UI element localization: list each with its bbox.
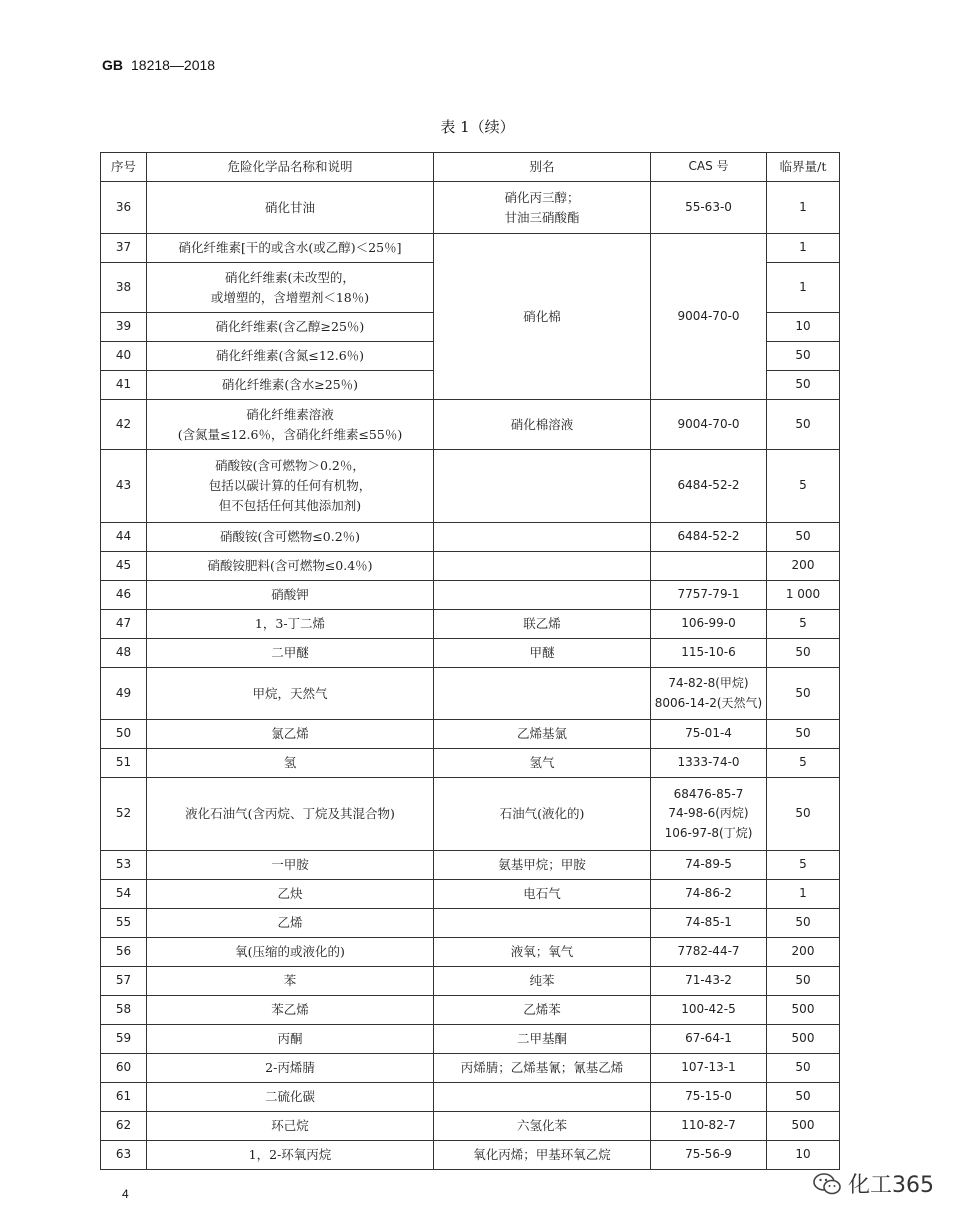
cell-alias: 硝化棉 [434, 234, 651, 400]
cell-no: 61 [101, 1083, 147, 1112]
cell-alias: 硝化丙三醇； 甘油三硝酸酯 [434, 182, 651, 234]
table-title: 表 1（续） [440, 118, 515, 136]
table-row [101, 1025, 840, 1054]
cell-no: 62 [101, 1112, 147, 1141]
hazardous-chemicals-table [100, 152, 840, 1170]
cell-threshold: 1 [767, 263, 840, 313]
cell-alias [434, 450, 651, 523]
cell-no: 63 [101, 1141, 147, 1170]
cell-no: 48 [101, 639, 147, 668]
cell-name: 硝化纤维素(未改型的， 或增塑的，含增塑剂＜18％) [147, 263, 434, 313]
cell-no: 40 [101, 342, 147, 371]
cell-threshold: 50 [767, 778, 840, 851]
cell-threshold: 5 [767, 749, 840, 778]
cell-alias: 纯苯 [434, 967, 651, 996]
table-row [101, 552, 840, 581]
cell-alias: 六氢化苯 [434, 1112, 651, 1141]
cell-name: 二硫化碳 [147, 1083, 434, 1112]
cell-name: 硝化纤维素(含乙醇≥25％) [147, 313, 434, 342]
cell-alias: 丙烯腈；乙烯基氰；氰基乙烯 [434, 1054, 651, 1083]
cell-threshold: 1 [767, 880, 840, 909]
cell-no: 50 [101, 720, 147, 749]
cell-alias: 石油气(液化的) [434, 778, 651, 851]
col-header-cas: CAS 号 [651, 153, 767, 182]
cell-cas: 55-63-0 [651, 182, 767, 234]
cell-no: 55 [101, 909, 147, 938]
col-header-threshold: 临界量/t [767, 153, 840, 182]
cell-alias [434, 581, 651, 610]
cell-no: 60 [101, 1054, 147, 1083]
table-row [101, 996, 840, 1025]
cell-name: 硝酸铵肥料(含可燃物≤0.4％) [147, 552, 434, 581]
cell-no: 37 [101, 234, 147, 263]
cell-alias: 甲醚 [434, 639, 651, 668]
cell-cas: 100-42-5 [651, 996, 767, 1025]
table-row [101, 749, 840, 778]
table-row [101, 967, 840, 996]
cell-threshold: 50 [767, 967, 840, 996]
cell-name: 1，3-丁二烯 [147, 610, 434, 639]
cell-cas: 74-86-2 [651, 880, 767, 909]
cell-name: 甲烷，天然气 [147, 668, 434, 720]
cell-threshold: 50 [767, 668, 840, 720]
cell-cas: 75-15-0 [651, 1083, 767, 1112]
cell-cas: 74-85-1 [651, 909, 767, 938]
cell-cas: 106-99-0 [651, 610, 767, 639]
table-header-row [101, 153, 840, 182]
cell-alias: 氢气 [434, 749, 651, 778]
page-number: 4 [122, 1187, 129, 1201]
cell-no: 59 [101, 1025, 147, 1054]
cell-no: 44 [101, 523, 147, 552]
cell-alias: 硝化棉溶液 [434, 400, 651, 450]
cell-cas: 75-01-4 [651, 720, 767, 749]
table-row [101, 1054, 840, 1083]
table-row [101, 1112, 840, 1141]
cell-cas: 75-56-9 [651, 1141, 767, 1170]
cell-alias [434, 523, 651, 552]
cell-alias [434, 668, 651, 720]
cell-cas: 74-89-5 [651, 851, 767, 880]
cell-threshold: 200 [767, 938, 840, 967]
table-row [101, 523, 840, 552]
cell-name: 硝酸钾 [147, 581, 434, 610]
cell-no: 52 [101, 778, 147, 851]
watermark [812, 1168, 934, 1199]
cell-name: 氧(压缩的或液化的) [147, 938, 434, 967]
table-row [101, 450, 840, 523]
cell-cas: 7757-79-1 [651, 581, 767, 610]
cell-cas: 68476-85-7 74-98-6(丙烷) 106-97-8(丁烷) [651, 778, 767, 851]
cell-threshold: 500 [767, 1112, 840, 1141]
cell-cas: 6484-52-2 [651, 450, 767, 523]
cell-name: 苯乙烯 [147, 996, 434, 1025]
cell-no: 41 [101, 371, 147, 400]
cell-name: 氯乙烯 [147, 720, 434, 749]
cell-no: 47 [101, 610, 147, 639]
cell-threshold: 50 [767, 523, 840, 552]
cell-no: 39 [101, 313, 147, 342]
standard-prefix: GB [102, 57, 123, 73]
cell-no: 58 [101, 996, 147, 1025]
cell-threshold: 50 [767, 371, 840, 400]
table-row [101, 581, 840, 610]
cell-cas: 67-64-1 [651, 1025, 767, 1054]
cell-name: 乙炔 [147, 880, 434, 909]
cell-cas: 107-13-1 [651, 1054, 767, 1083]
cell-name: 硝化纤维素溶液 (含氮量≤12.6％，含硝化纤维素≤55％) [147, 400, 434, 450]
cell-name: 一甲胺 [147, 851, 434, 880]
cell-alias [434, 1083, 651, 1112]
cell-cas [651, 552, 767, 581]
cell-no: 51 [101, 749, 147, 778]
col-header-alias: 别名 [434, 153, 651, 182]
cell-threshold: 50 [767, 1054, 840, 1083]
cell-threshold: 500 [767, 1025, 840, 1054]
cell-alias: 液氧；氧气 [434, 938, 651, 967]
cell-threshold: 10 [767, 313, 840, 342]
table-row [101, 182, 840, 234]
cell-threshold: 10 [767, 1141, 840, 1170]
cell-cas: 71-43-2 [651, 967, 767, 996]
table-row [101, 851, 840, 880]
standard-number: 18218—2018 [131, 57, 216, 73]
cell-alias: 电石气 [434, 880, 651, 909]
cell-name: 硝化甘油 [147, 182, 434, 234]
table-row [101, 668, 840, 720]
cell-name: 硝化纤维素[干的或含水(或乙醇)＜25％] [147, 234, 434, 263]
cell-threshold: 50 [767, 1083, 840, 1112]
cell-name: 硝酸铵(含可燃物≤0.2％) [147, 523, 434, 552]
cell-threshold: 5 [767, 450, 840, 523]
cell-name: 二甲醚 [147, 639, 434, 668]
cell-name: 液化石油气(含丙烷、丁烷及其混合物) [147, 778, 434, 851]
table-row [101, 639, 840, 668]
table-row [101, 610, 840, 639]
table-row [101, 909, 840, 938]
cell-threshold: 5 [767, 851, 840, 880]
cell-cas: 115-10-6 [651, 639, 767, 668]
cell-alias [434, 552, 651, 581]
cell-no: 45 [101, 552, 147, 581]
cell-name: 环己烷 [147, 1112, 434, 1141]
cell-name: 硝化纤维素(含氮≤12.6％) [147, 342, 434, 371]
cell-threshold: 200 [767, 552, 840, 581]
cell-name: 硝酸铵(含可燃物＞0.2％， 包括以碳计算的任何有机物， 但不包括任何其他添加剂) [147, 450, 434, 523]
table-row [101, 880, 840, 909]
cell-cas: 7782-44-7 [651, 938, 767, 967]
table-row [101, 400, 840, 450]
cell-alias: 氨基甲烷；甲胺 [434, 851, 651, 880]
cell-cas: 74-82-8(甲烷) 8006-14-2(天然气) [651, 668, 767, 720]
wechat-icon [812, 1171, 842, 1197]
cell-threshold: 1 [767, 234, 840, 263]
table-row [101, 1141, 840, 1170]
cell-alias: 乙烯苯 [434, 996, 651, 1025]
cell-name: 氢 [147, 749, 434, 778]
table-row [101, 720, 840, 749]
cell-threshold: 50 [767, 639, 840, 668]
table-row [101, 234, 840, 263]
cell-cas: 9004-70-0 [651, 234, 767, 400]
cell-no: 54 [101, 880, 147, 909]
cell-threshold: 50 [767, 342, 840, 371]
cell-no: 46 [101, 581, 147, 610]
cell-no: 56 [101, 938, 147, 967]
cell-alias [434, 909, 651, 938]
cell-alias: 乙烯基氯 [434, 720, 651, 749]
cell-name: 乙烯 [147, 909, 434, 938]
cell-no: 42 [101, 400, 147, 450]
standard-code [102, 57, 215, 73]
cell-no: 49 [101, 668, 147, 720]
cell-no: 36 [101, 182, 147, 234]
cell-no: 53 [101, 851, 147, 880]
col-header-name: 危险化学品名称和说明 [147, 153, 434, 182]
cell-alias: 二甲基酮 [434, 1025, 651, 1054]
cell-threshold: 1 [767, 182, 840, 234]
cell-threshold: 5 [767, 610, 840, 639]
cell-alias: 联乙烯 [434, 610, 651, 639]
cell-no: 57 [101, 967, 147, 996]
cell-threshold: 50 [767, 720, 840, 749]
cell-name: 2-丙烯腈 [147, 1054, 434, 1083]
cell-threshold: 50 [767, 909, 840, 938]
cell-alias: 氧化丙烯；甲基环氧乙烷 [434, 1141, 651, 1170]
watermark-text: 化工365 [848, 1173, 934, 1198]
cell-cas: 9004-70-0 [651, 400, 767, 450]
cell-name: 1，2-环氧丙烷 [147, 1141, 434, 1170]
cell-cas: 6484-52-2 [651, 523, 767, 552]
cell-no: 43 [101, 450, 147, 523]
cell-threshold: 500 [767, 996, 840, 1025]
cell-threshold: 1 000 [767, 581, 840, 610]
cell-cas: 110-82-7 [651, 1112, 767, 1141]
cell-name: 硝化纤维素(含水≥25％) [147, 371, 434, 400]
table-row [101, 1083, 840, 1112]
table-row [101, 938, 840, 967]
table-row [101, 778, 840, 851]
cell-name: 丙酮 [147, 1025, 434, 1054]
cell-name: 苯 [147, 967, 434, 996]
col-header-no: 序号 [101, 153, 147, 182]
cell-threshold: 50 [767, 400, 840, 450]
cell-cas: 1333-74-0 [651, 749, 767, 778]
cell-no: 38 [101, 263, 147, 313]
